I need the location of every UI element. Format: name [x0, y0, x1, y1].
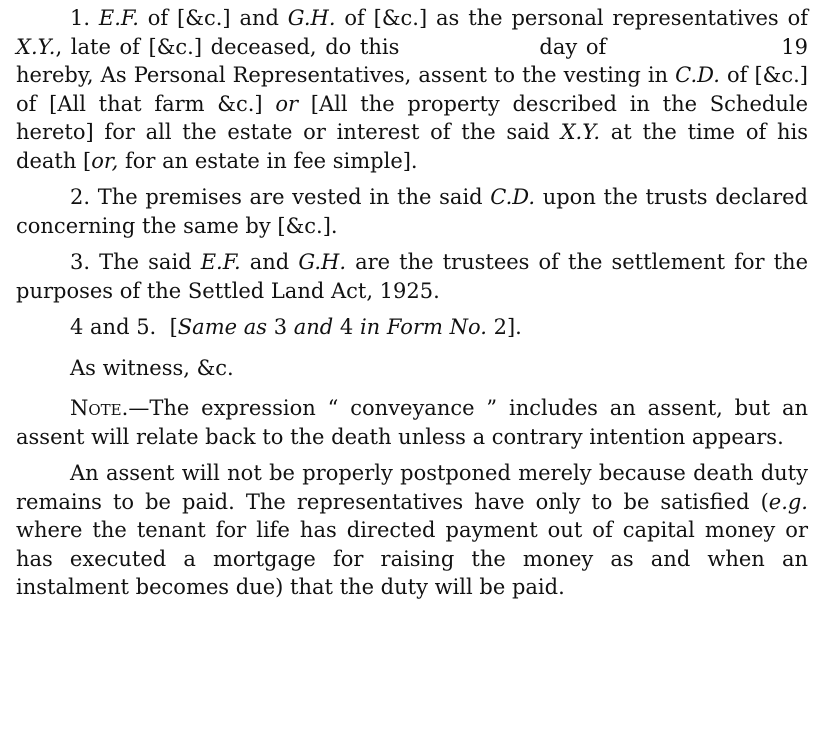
clause-4-5-number: 4 and 5. [70, 315, 157, 339]
clause-1-or-2: or, [91, 148, 119, 173]
clause-1-text-g: at the time of his death [ [16, 120, 808, 173]
assent-text-b: where the tenant for life has directed payment out of capital money or has executed a mortgage for raising the money as and when an instalment becomes due) that the duty will be paid. [16, 518, 808, 599]
clause-1-day: day [539, 34, 578, 59]
note-text: —The expression “ conveyance ” includes an assent, but an assent will relate back to the death unless a contrary intention appears. [16, 396, 808, 449]
clause-1 [16, 4, 808, 175]
clause-4-5-and: and [293, 315, 334, 339]
party-gh: G.H. [287, 6, 336, 30]
clause-2 [16, 183, 808, 240]
clause-2-number: 2. [70, 185, 91, 209]
clause-3-text-a: The said [90, 250, 201, 274]
clause-1-text-d: hereby, As Personal Representatives, assent to the vesting in [16, 63, 676, 87]
assent-paragraph [16, 459, 808, 602]
clause-4-5-three: 3 [267, 315, 294, 339]
clause-4-5-four: 4 [333, 315, 360, 339]
clause-4-5 [16, 313, 808, 342]
clause-3-number: 3. [70, 250, 91, 274]
clause-1-text-f: [All the property described in the Schedule hereto] for all the estate or interest of the said [16, 91, 808, 144]
clause-4-5-two: 2 [486, 315, 507, 339]
clause-2-cd: C.D. [490, 185, 536, 209]
note-paragraph [16, 394, 808, 451]
clause-1-text-b: of [&c.] as the personal representatives of [335, 6, 808, 30]
deceased-xy-2: X.Y. [560, 120, 601, 144]
clause-2-text-a: The premises are vested in the said [90, 185, 491, 209]
clause-4-5-inform: in Form No. [359, 315, 487, 339]
clause-4-5-same: Same as [177, 315, 268, 339]
clause-3-gh: G.H. [298, 250, 347, 274]
clause-1-year: 19 [781, 34, 808, 59]
deceased-xy: X.Y. [16, 34, 56, 59]
assent-text-a: An assent will not be properly postponed merely because death duty remains to be paid. The representatives have only to be satisfied ( [16, 461, 808, 514]
clause-3 [16, 248, 808, 305]
note-label: Note. [70, 396, 129, 420]
clause-4-5-close: ]. [506, 315, 522, 339]
document-page [16, 4, 808, 602]
clause-3-ef: E.F. [200, 250, 241, 274]
clause-1-of: of [585, 34, 607, 59]
beneficiary-cd: C.D. [675, 63, 720, 87]
witness-line: As witness, &c. [70, 355, 234, 380]
clause-1-text-c: , late of [&c.] deceased, do this [55, 34, 400, 59]
clause-1-text-h: for an estate in fee simple]. [118, 148, 418, 173]
clause-1-or: or [275, 91, 299, 116]
clause-3-text-b: and [240, 250, 299, 274]
assent-eg: e.g. [768, 489, 808, 514]
clause-1-text-e: of [&c.] of [All that farm &c.] [16, 63, 808, 116]
party-ef: E.F. [98, 6, 139, 30]
clause-1-text-a: of [&c.] and [138, 6, 288, 30]
clause-3-text-c: are the trustees of the settlement for the purposes of the Settled Land Act, 1925. [16, 250, 808, 303]
clause-4-5-open: [ [156, 315, 178, 339]
clause-1-number: 1. [70, 6, 91, 30]
clause-2-text-b: upon the trusts declared concerning the same by [&c.]. [16, 185, 808, 238]
